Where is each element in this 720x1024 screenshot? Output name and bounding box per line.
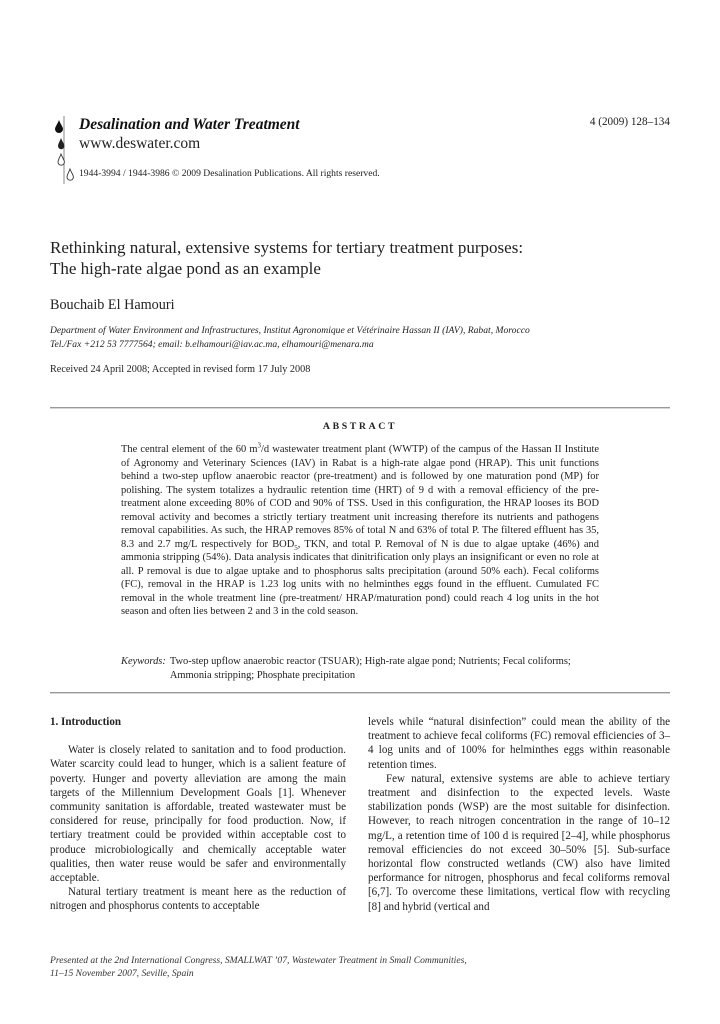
journal-name: Desalination and Water Treatment <box>79 116 300 133</box>
keywords <box>121 655 599 682</box>
abstract-superscript: 3 <box>257 441 262 450</box>
volume-pages: 4 (2009) 128–134 <box>589 116 670 128</box>
affiliation <box>50 324 690 352</box>
abstract-text-part-2: /d wastewater treatment plant (WWTP) of the campus of the Hassan II Institute of Agronomy and Veterinary Sciences (IAV) in Rabat is a high-rate algae pond (HRAP). This unit functions behind a two-step upflow anaerobic reactor (pre-treatment) and is followed by one maturation pond (MP) for polishing. The system totalizes a hydraulic retention time (HRT) of 9 d with a removal efficiency of the pre-treatment alone exceeding 80% of COD and 90% of TSS. Used in this configuration, the HRAP looses its BOD removal activity and becomes a strictly tertiary treatment unit increasing therefore its nutrients and pathogens removal capabilities. As such, the HRAP removes 85% of total N and 63% of total P. The filtered effluent has 35, 8.3 and 2.7 mg/L respectively for BOD <box>121 444 599 550</box>
footnote-line-1: Presented at the 2nd International Congress, SMALLWAT ’07, Wastewater Treatment in Small Communities, <box>50 955 467 966</box>
abstract-subscript: 5 <box>294 543 298 552</box>
footnote <box>50 954 610 980</box>
abstract-body <box>121 443 599 619</box>
divider-bottom <box>50 692 670 693</box>
body-column-left <box>50 715 346 914</box>
author-name: Bouchaib El Hamouri <box>50 297 175 313</box>
title-line-2: The high-rate algae pond as an example <box>50 259 321 278</box>
paragraph: Natural tertiary treatment is meant here as the reduction of nitrogen and phosphorus contents to acceptable <box>50 886 346 913</box>
keywords-label: Keywords: <box>121 656 166 667</box>
received-dates: Received 24 April 2008; Accepted in revised form 17 July 2008 <box>50 364 311 375</box>
title-line-1: Rethinking natural, extensive systems for tertiary treatment purposes: <box>50 238 524 257</box>
article-title <box>50 237 690 279</box>
affiliation-department: Department of Water Environment and Infrastructures, Institut Agronomique et Vétérinaire Hassan II (IAV), Rabat, Morocco <box>50 325 530 336</box>
affiliation-contact: Tel./Fax +212 53 7777564; email: b.elhamouri@iav.ac.ma, elhamouri@menara.ma <box>50 339 374 350</box>
keywords-list: Two-step upflow anaerobic reactor (TSUAR); High-rate algae pond; Nutrients; Fecal coliforms; Ammonia stripping; Phosphate precipitation <box>169 656 571 681</box>
abstract-heading: ABSTRACT <box>322 421 398 432</box>
paragraph: levels while “natural disinfection” could mean the ability of the treatment to achieve fecal coliforms (FC) removal efficiencies of 3–4 log units and of 100% for helminthes eggs within reasonable retention times. <box>368 716 670 771</box>
abstract-text-part-3: , TKN, and total P. Removal of N is due to algae uptake (46%) and ammonia stripping (54%). Data analysis indicates that dinitrification only plays an insignificant or even no role at all. P removal is due to algae uptake and to phosphorus salts precipitation (around 50% each). Fecal coliforms (FC), removal in the HRAP is 1.23 log units with no helminthes eggs found in the effluent. Cumulated FC removal in the whole treatment line (pre-treatment/ HRAP/maturation pond) could reach 4 log units in the hot season and often lies between 2 and 3 in the cold season. <box>121 538 599 617</box>
paragraph: Few natural, extensive systems are able to achieve tertiary treatment and disinfection to the expected levels. Waste stabilization ponds (WSP) are the most suitable for disinfection. However, to reach nitrogen concentration in the range of 10–12 mg/L, a retention time of 100 d is required [2–4], while phosphorus removal efficiencies do not exceed 30–50% [5]. Sub-surface horizontal flow constructed wetlands (CW) also have limited performance for nitrogen, phosphorus and fecal coliforms removal [6,7]. To overcome these limitations, vertical flow with recycling [8] and hybrid (vertical and <box>368 772 670 913</box>
paragraph: Water is closely related to sanitation and to food production. Water scarcity could lead to hunger, which is a salient feature of poverty. Hunger and poverty alleviation are among the main targets of the Millennium Development Goals [1]. Whenever community sanitation is affordable, treated wastewater must be considered for reuse, principally for food production. Now, if tertiary treatment could be provided within acceptable cost to produce microbiologically and chemically acceptable water qualities, then water reuse would be safer and environmentally acceptable. <box>50 744 346 885</box>
issn-copyright: 1944-3994 / 1944-3986 © 2009 Desalination Publications. All rights reserved. <box>79 168 380 179</box>
section-heading: 1. Introduction <box>50 716 122 728</box>
divider-top <box>50 407 670 408</box>
body-column-right <box>368 715 670 914</box>
footnote-line-2: 11–15 November 2007, Seville, Spain <box>50 968 194 979</box>
journal-url[interactable]: www.deswater.com <box>79 135 201 152</box>
abstract-text-part-1: The central element of the 60 m <box>121 444 258 455</box>
water-drops-icon <box>50 116 80 186</box>
